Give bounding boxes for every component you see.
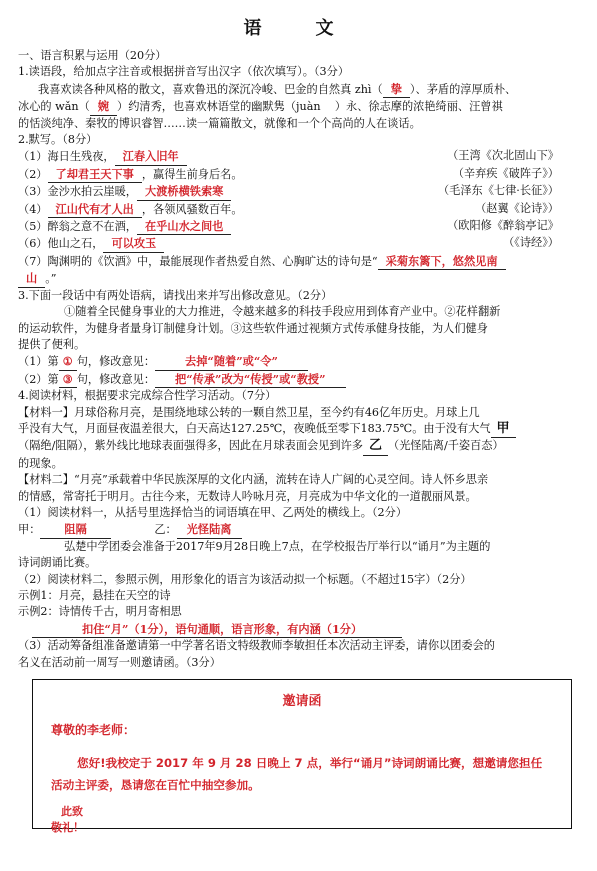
q4-sub-2-answer-row xyxy=(18,621,577,638)
invitation-body: 您好!我校定于 2017 年 9 月 28 日晚上 7 点，举行“诵月”诗词朗诵比赛，想邀请您担任活动主评委，恳请您在百忙中抽空参加。 xyxy=(51,756,543,793)
q2-source-5: （欧阳修《醉翁亭记》 xyxy=(447,219,559,233)
q2-item-3: （3）金沙水拍云崖暖， 大渡桥横铁索寒 （毛泽东《七律·长征》） xyxy=(18,183,577,200)
q2-item-4: （4） 江山代有才人出 ，各领风骚数百年。 （赵翼《论诗》） xyxy=(18,201,577,218)
section-heading: 一、语言积累与运用（20分） xyxy=(18,49,167,62)
q3-para-3: 提供了便利。 xyxy=(18,337,86,351)
example-2: 示例2：诗情传千古，明月寄相思 xyxy=(18,605,182,619)
q2-stem: 2.默写。（8分） xyxy=(18,133,98,147)
q2-source-1: （王湾《次北固山下》 xyxy=(447,149,559,163)
q4-sub-1: （1）阅读材料一，从括号里选择恰当的词语填在甲、乙两处的横线上。（2分） xyxy=(18,505,408,519)
q2-source-2: （辛弃疾《破阵子》） xyxy=(452,166,559,180)
answer-2: 婉 xyxy=(90,98,117,115)
q4-sub-2: （2）阅读材料二，参照示例，用形象化的语言为该活动拟一个标题。（不超过15字）（2分） xyxy=(18,572,472,586)
q2-source-6: （《诗经》） xyxy=(503,236,559,250)
q1-line3: 的恬淡纯净、秦牧的博识睿智……读一篇篇散文，就像和一个个高尚的人在谈话。 xyxy=(18,116,421,130)
notice-line-2: 诗词朗诵比赛。 xyxy=(18,556,97,570)
q3-stem: 3.下面一段话中有两处语病，请找出来并写出修改意见。（2分） xyxy=(18,288,333,302)
q3-para-1: ①随着全民健身事业的大力推进，令越来越多的科技手段应用到体育产业中。②花样翻新 xyxy=(64,305,501,319)
blank-yi: 乙 xyxy=(363,438,388,455)
q2-answer-4: 江山代有才人出 xyxy=(48,201,142,218)
q2-answer-2: 了却君王天下事 xyxy=(48,166,142,183)
material-1-line-3: （隔绝/阻隔），紫外线比地球表面强得多，因此在月球表面会见到许多 乙 （光怪陆离/千姿百态） xyxy=(18,438,577,455)
closing-line-1: 此致 xyxy=(61,805,83,819)
q4-sub-2-answer: 扣住“月”（1分），语句通顺，语言形象，有内涵（1分） xyxy=(32,621,402,638)
page-title: 语 文 xyxy=(243,18,352,39)
invitation-title: 邀请函 xyxy=(282,694,322,710)
material-1-line-4: 的现象。 xyxy=(18,456,63,470)
q2-item-6: （6）他山之石， 可以攻玉 （《诗经》） xyxy=(18,235,577,252)
material-2-line-1: 【材料二】“月亮”承载着中华民族深厚的文化内涵，流转在诗人广阔的心灵空间。诗人怀乡思亲 xyxy=(18,473,489,487)
q2-source-4: （赵翼《论诗》） xyxy=(475,201,559,215)
material-1-line-1: 【材料一】月球俗称月亮，是围绕地球公转的一颗自然卫星，至今约有46亿年历史。月球上几 xyxy=(18,405,480,419)
q2-item-1: （1）海日生残夜， 江春入旧年 （王湾《次北固山下》 xyxy=(18,148,577,165)
q2-item-7-cont: 山 。” xyxy=(18,270,577,287)
invitation-greeting: 尊敬的李老师： xyxy=(51,723,136,738)
material-1-line-2: 乎没有大气，月面昼夜温差很大，白天高达127.25℃，夜晚低至零下183.75℃。由于没有大气 甲 xyxy=(18,421,577,438)
q1-line2: 冰心的 wǎn（ 婉 ）约清秀，也喜欢林语堂的幽默隽（juàn ）永、徐志摩的浓艳绮丽、汪曾祺 xyxy=(18,98,577,115)
q3-answer-row-1: （1）第 ① 句，修改意见： 去掉“随着”或“令” xyxy=(18,353,577,370)
q3-sentence-num-1: ① xyxy=(59,353,77,370)
q3-answer-row-2: （2）第 ③ 句，修改意见： 把“传承”改为“传授”或“教授” xyxy=(18,371,577,388)
q4-sub-3-line-2: 名义在活动前一周写一则邀请函。（3分） xyxy=(18,655,221,669)
q3-answer-1: 去掉“随着”或“令” xyxy=(155,353,308,370)
q1-line1: 我喜欢读各种风格的散文，喜欢鲁迅的深沉冷峻、巴金的自然真 zhì（ 挚 ）、茅盾的淳厚质朴、 xyxy=(18,81,577,98)
q2-answer-7b: 山 xyxy=(18,270,45,287)
q2-source-3: （毛泽东《七律·长征》） xyxy=(437,184,559,198)
invitation-box xyxy=(32,679,572,835)
notice-line-1: 弘楚中学团委会准备于2017年9月28日晚上7点，在学校报告厅举行以“诵月”为主题的 xyxy=(64,539,491,553)
q2-item-5: （5）醉翁之意不在酒， 在乎山水之间也 （欧阳修《醉翁亭记》 xyxy=(18,218,577,235)
example-1: 示例1：月亮，悬挂在天空的诗 xyxy=(18,589,171,602)
pinyin-3: juàn xyxy=(296,100,321,114)
q3-sentence-num-2: ③ xyxy=(59,371,77,388)
q2-answer-7a: 采菊东篱下，悠然见南 xyxy=(378,253,506,270)
q4-sub-1-answers: 甲： 阻隔 乙： 光怪陆离 xyxy=(18,521,577,538)
q4-stem: 4.阅读材料，根据要求完成综合性学习活动。（7分） xyxy=(18,389,277,403)
answer-1: 挚 xyxy=(383,81,410,98)
q2-answer-5: 在乎山水之间也 xyxy=(137,218,231,235)
material-2-line-2: 的情感，常寄托于明月。古往今来，无数诗人吟咏月亮，月亮成为中华文化的一道靓丽风景。 xyxy=(18,489,477,503)
q2-answer-3: 大渡桥横铁索寒 xyxy=(137,183,231,200)
q2-item-7: （7）陶渊明的《饮酒》中，最能展现作者热爱自然、心胸旷达的诗句是“ 采菊东篱下，悠然见南 xyxy=(18,253,577,270)
q4-sub-3-line-1: （3）活动筹备组准备邀请第一中学著名语文特级教师李敏担任本次活动主评委，请你以团委会的 xyxy=(18,639,495,653)
q2-answer-1: 江春入旧年 xyxy=(115,148,187,165)
q1-stem: 1.读语段，给加点字注音或根据拼音写出汉字（依次填写）。（3分） xyxy=(18,65,350,79)
pinyin-2: wǎn xyxy=(55,100,79,114)
q2-item-2: （2） 了却君王天下事 ，赢得生前身后名。 （辛弃疾《破阵子》） xyxy=(18,166,577,183)
closing-line-2: 敬礼！ xyxy=(51,821,84,835)
pinyin-1: zhì xyxy=(354,82,372,96)
q2-answer-6: 可以攻玉 xyxy=(103,235,164,252)
answer-yi: 光怪陆离 xyxy=(177,521,242,538)
q3-answer-2: 把“传承”改为“传授”或“教授” xyxy=(155,371,346,388)
blank-jia: 甲 xyxy=(491,421,516,438)
q3-para-2: 的运动软件，为健身者量身订制健身计划。③这些软件通过视频方式传承健身技能，为人们健身 xyxy=(18,321,488,335)
answer-jia: 阻隔 xyxy=(40,521,110,538)
invitation-closing xyxy=(51,804,553,836)
